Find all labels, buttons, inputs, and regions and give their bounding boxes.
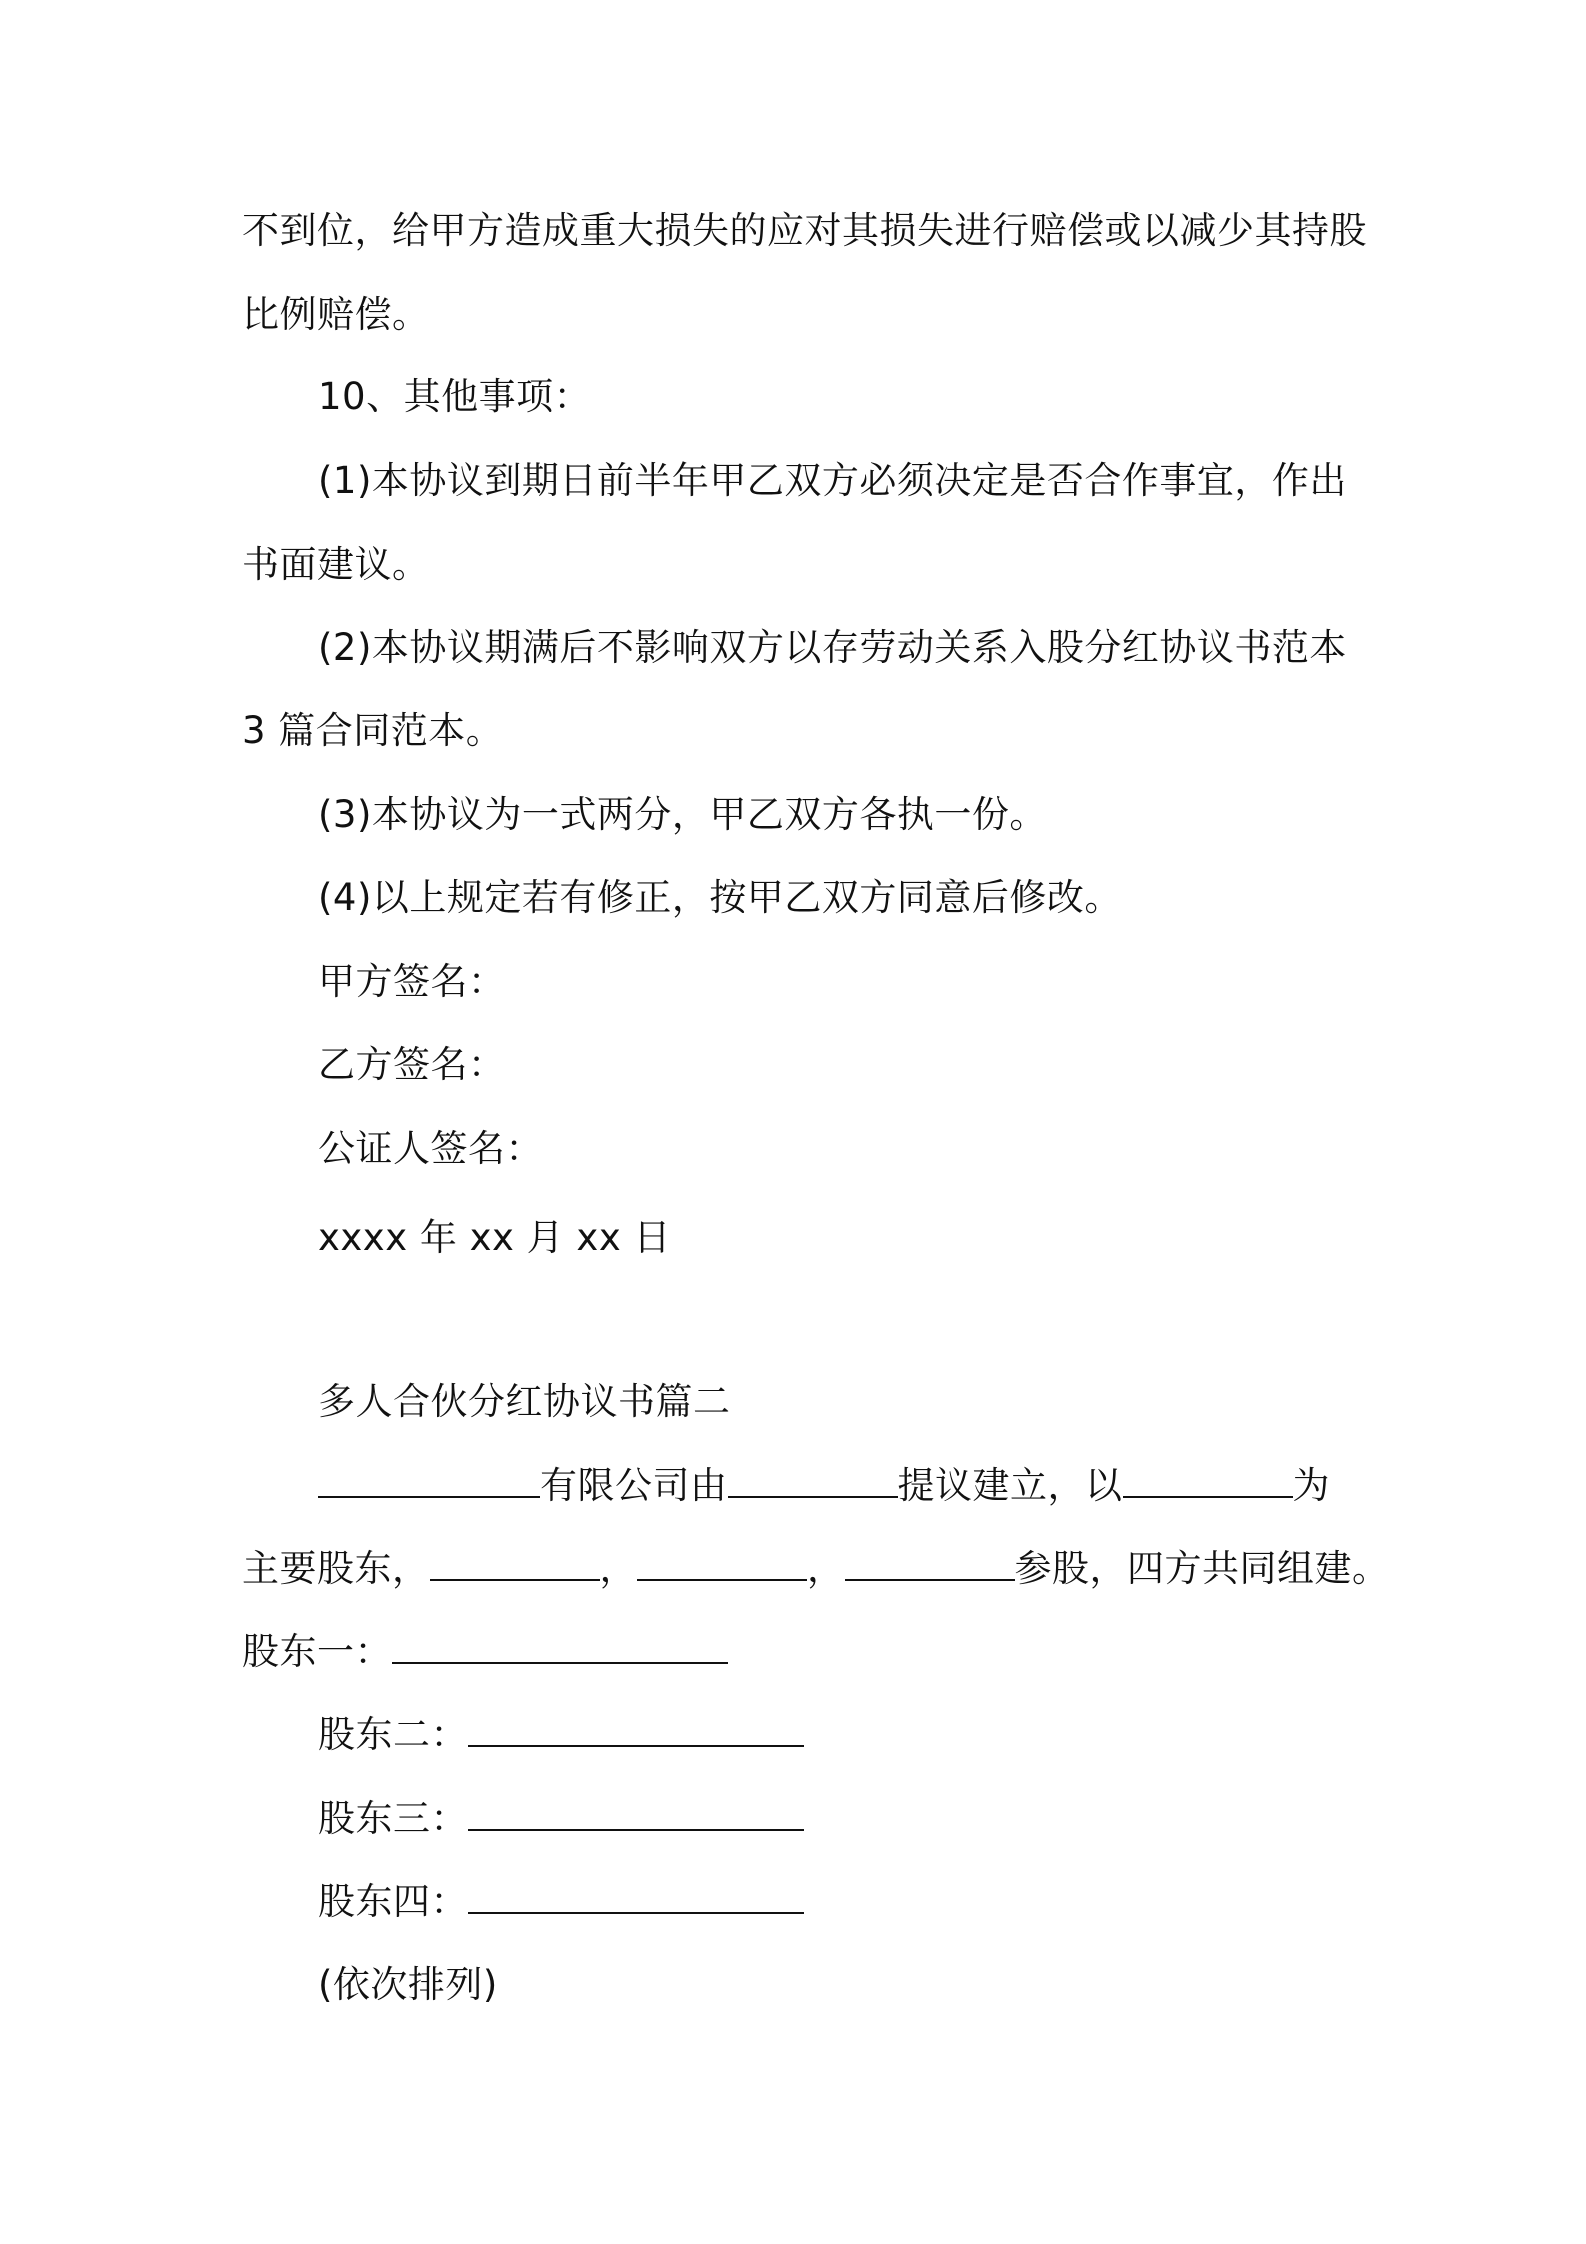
paragraph-line: 比例赔偿。 <box>242 293 430 336</box>
shareholder-blank[interactable] <box>392 1626 728 1664</box>
intro-separator: ， <box>599 1547 637 1590</box>
shareholder-blank[interactable] <box>468 1709 804 1747</box>
intro-text: 为 <box>1292 1464 1330 1507</box>
shareholder-label: 股东一： <box>242 1630 392 1673</box>
intro-text: 提议建立，以 <box>897 1464 1123 1507</box>
intro-line-1 <box>318 1460 1438 1511</box>
clause-3-line: (3)本协议为一式两分，甲乙双方各执一份。 <box>318 793 1047 836</box>
shareholder-row <box>318 1876 1438 1927</box>
intro-line-2 <box>242 1543 1390 1594</box>
shareholder-label: 股东四： <box>318 1880 468 1923</box>
intro-text: 主要股东， <box>242 1547 430 1590</box>
participant-blank-2[interactable] <box>637 1543 807 1581</box>
main-shareholder-blank[interactable] <box>1123 1460 1293 1498</box>
shareholder-row <box>242 1626 1362 1677</box>
notary-signature-label: 公证人签名： <box>318 1127 543 1170</box>
shareholder-row <box>318 1709 1438 1760</box>
party-b-signature-label: 乙方签名： <box>318 1043 506 1086</box>
shareholder-blank[interactable] <box>468 1793 804 1831</box>
shareholder-label: 股东二： <box>318 1713 468 1756</box>
shareholder-label: 股东三： <box>318 1797 468 1840</box>
date-line: xxxx 年 xx 月 xx 日 <box>318 1216 671 1259</box>
shareholder-blank[interactable] <box>468 1876 804 1914</box>
section-title: 多人合伙分红协议书篇二 <box>318 1380 731 1423</box>
section-heading-other-matters: 10、其他事项： <box>318 375 592 418</box>
participant-blank-1[interactable] <box>430 1543 600 1581</box>
paragraph-line: 不到位，给甲方造成重大损失的应对其损失进行赔偿或以减少其持股 <box>242 209 1367 252</box>
participant-blank-3[interactable] <box>845 1543 1015 1581</box>
party-a-signature-label: 甲方签名： <box>318 960 506 1003</box>
proposer-blank[interactable] <box>728 1460 898 1498</box>
clause-4-line: (4)以上规定若有修正，按甲乙双方同意后修改。 <box>318 876 1122 919</box>
company-name-blank[interactable] <box>318 1460 540 1498</box>
clause-1-continuation: 书面建议。 <box>242 543 430 586</box>
intro-text: 参股，四方共同组建。 <box>1014 1547 1390 1590</box>
ordering-note: (依次排列) <box>318 1963 498 2006</box>
intro-text: 有限公司由 <box>540 1464 728 1507</box>
clause-2-line: (2)本协议期满后不影响双方以存劳动关系入股分红协议书范本 <box>318 626 1347 669</box>
intro-separator: ， <box>807 1547 845 1590</box>
clause-2-continuation: 3 篇合同范本。 <box>242 709 504 752</box>
clause-1-line: (1)本协议到期日前半年甲乙双方必须决定是否合作事宜，作出 <box>318 459 1347 502</box>
shareholder-row <box>318 1793 1438 1844</box>
